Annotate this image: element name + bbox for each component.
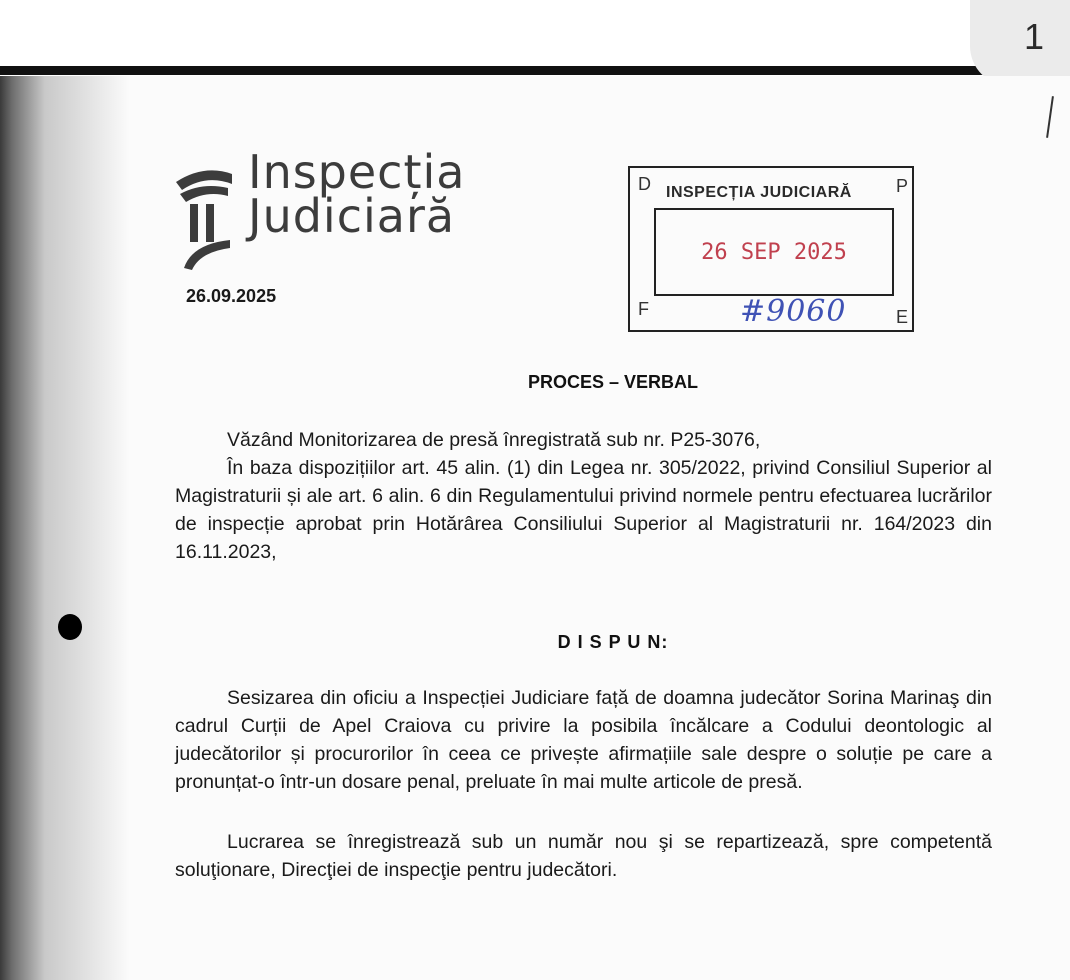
disposition-paragraph-2: Lucrarea se înregistrează sub un număr nou şi se repartizează, spre competentă soluţionare, Direcţiei de inspecţie pentru judecători. bbox=[175, 831, 992, 881]
scan-shadow bbox=[0, 76, 130, 980]
logo-line-1: Inspecția bbox=[248, 145, 466, 199]
stamp-date: 26 SEP 2025 bbox=[701, 240, 847, 265]
page-indicator bbox=[970, 0, 1070, 86]
stamp-corner-p: P bbox=[895, 176, 908, 196]
dispun-heading: D I S P U N: bbox=[557, 632, 669, 652]
stamp-date-box bbox=[654, 208, 894, 296]
disposition-paragraph-1: Sesizarea din oficiu a Inspecției Judiciare față de doamna judecător Sorina Marinaş din cadrul Curții de Apel Craiova cu privire la posibila încălcare a Codului deontologic al judecătorilor și procurorilor în ceea ce privește afirmațiile sale despre o soluție pe care a pronunțat-o într-un dosare penal, preluate în mai multe articole de presă. bbox=[175, 687, 992, 793]
stamp-corner-d: D bbox=[638, 174, 651, 194]
stamp-registration-number: #9060 bbox=[740, 294, 847, 329]
inspectia-judiciara-logo bbox=[172, 145, 492, 270]
intro-paragraph-2: În baza dispozițiilor art. 45 alin. (1) din Legea nr. 305/2022, privind Consiliul Superior al Magistraturii și ale art. 6 alin. 6 din Regulamentului privind normele pentru efectuarea lucrărilor de inspecție aprobat prin Hotărârea Consiliului Superior al Magistraturii nr. 164/2023 din 16.11.2023, bbox=[175, 457, 992, 563]
registration-stamp bbox=[628, 166, 914, 332]
stamp-corner-e: E bbox=[895, 307, 908, 327]
page-divider bbox=[0, 66, 1070, 75]
stamp-corner-f: F bbox=[638, 299, 649, 319]
stamp-title: INSPECȚIA JUDICIARĂ bbox=[666, 184, 852, 201]
document-date: 26.09.2025 bbox=[186, 286, 277, 306]
page-number: 1 bbox=[1023, 16, 1044, 57]
previous-page-strip bbox=[0, 0, 1070, 70]
document-title: PROCES – VERBAL bbox=[527, 372, 699, 392]
logo-line-2: Judiciară bbox=[248, 189, 456, 243]
column-icon bbox=[172, 160, 236, 276]
intro-paragraph-1: Văzând Monitorizarea de presă înregistrată sub nr. P25-3076, bbox=[227, 429, 761, 451]
